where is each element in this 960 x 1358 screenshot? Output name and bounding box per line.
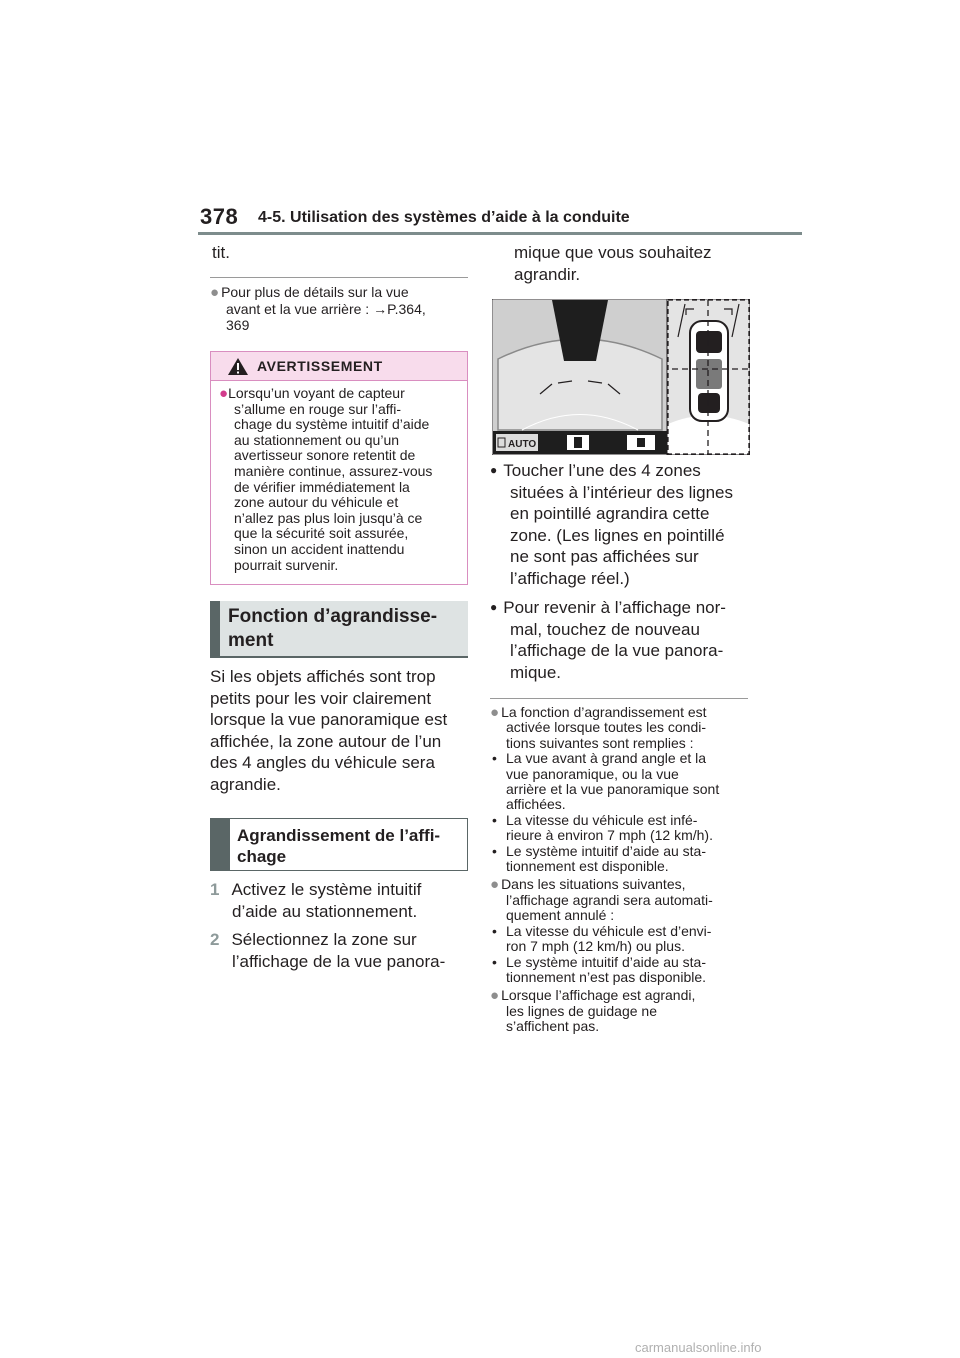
bullet-icon: ● xyxy=(490,600,498,614)
note-text: La vue avant à grand angle et la xyxy=(506,750,707,767)
heading-text xyxy=(228,605,437,653)
note-dot-icon: ● xyxy=(210,284,220,301)
note-line xyxy=(490,751,752,766)
bullet-line: en pointillé agrandira cette xyxy=(510,504,710,524)
warning-line: sinon un accident inattendu xyxy=(234,540,405,557)
sub-bullet-icon: • xyxy=(492,953,497,970)
heading-bar xyxy=(210,818,230,871)
bullet-line: l’affichage réel.) xyxy=(510,568,630,588)
warning-line: pourrait survenir. xyxy=(234,556,339,573)
bullet-return-normal xyxy=(490,597,752,683)
bullet-line: mal, touchez de nouveau xyxy=(510,619,700,639)
note-text: La fonction d’agrandissement est xyxy=(501,704,707,720)
note-rule xyxy=(210,277,468,278)
note-dot-icon: ● xyxy=(490,876,500,894)
warning-line: chage du système intuitif d’aide xyxy=(234,416,430,433)
note-line: tionnement n’est pas disponible. xyxy=(506,968,707,985)
heading-fonction-agrandissement xyxy=(210,601,468,658)
note-line: rieure à environ 7 mph (12 km/h). xyxy=(506,827,713,844)
note-line: ron 7 mph (12 km/h) ou plus. xyxy=(506,938,685,955)
note-line: quement annulé : xyxy=(506,907,615,924)
step-2-continued xyxy=(514,242,754,285)
note-text: Dans les situations suivantes, xyxy=(501,876,686,893)
warning-triangle-icon xyxy=(227,357,249,376)
bullet-line: l’affichage de la vue panora- xyxy=(510,641,724,661)
step-line: d’aide au stationnement. xyxy=(232,901,418,921)
para-line: des 4 angles du véhicule sera xyxy=(210,753,435,773)
heading-text xyxy=(237,825,440,867)
step-line: mique que vous souhaitez xyxy=(514,243,712,262)
bullet-touch-zones xyxy=(490,460,752,590)
warning-body xyxy=(219,386,461,573)
note-line: l’affichage agrandi sera automati- xyxy=(506,891,713,908)
note-line xyxy=(490,955,752,970)
step-1 xyxy=(210,879,472,922)
heading-line: chage xyxy=(237,847,287,866)
warning-line: de vérifier immédiatement la xyxy=(234,478,410,495)
bullet-line: situées à l’intérieur des lignes xyxy=(510,482,734,502)
bullet-line: Pour revenir à l’affichage nor- xyxy=(503,598,726,617)
para-line: lorsque la vue panoramique est xyxy=(210,710,448,730)
warning-dot-icon: ● xyxy=(219,385,229,402)
note-line: arrière et la vue panoramique sont xyxy=(506,781,720,798)
bullet-icon: ● xyxy=(490,463,498,477)
header-rule xyxy=(198,232,802,235)
note-line: 369 xyxy=(226,317,250,333)
notes-block xyxy=(490,705,752,1035)
step-line: l’affichage de la vue panora- xyxy=(232,951,446,971)
note-text: Lorsque l’affichage est agrandi, xyxy=(501,987,696,1004)
step-line: Sélectionnez la zone sur xyxy=(231,930,417,949)
note-detail-views xyxy=(210,284,468,333)
note-dot-icon: ● xyxy=(490,704,500,721)
note-line: activée lorsque toutes les condi- xyxy=(506,719,706,736)
note-text: La vitesse du véhicule est d’envi- xyxy=(506,922,712,939)
auto-label: AUTO xyxy=(508,439,537,450)
sub-bullet-icon: • xyxy=(492,842,497,859)
warning-title: AVERTISSEMENT xyxy=(257,358,383,374)
para-line: Si les objets affichés sont trop xyxy=(210,667,436,686)
heading-line: ment xyxy=(228,630,274,651)
note-text: Le système intuitif d’aide au sta- xyxy=(506,842,706,859)
panoramic-view-screen-illustration xyxy=(492,299,750,455)
heading-line: Fonction d’agrandisse- xyxy=(228,606,438,627)
page-number: 378 xyxy=(200,204,239,229)
sub-bullet-icon: • xyxy=(492,750,497,767)
note-line xyxy=(490,813,752,828)
warning-line: Lorsqu’un voyant de capteur xyxy=(228,385,405,401)
note-line xyxy=(490,844,752,859)
warning-line: s’allume en rouge sur l’affi- xyxy=(234,400,402,417)
section-title: 4-5. Utilisation des systèmes d’aide à la conduite xyxy=(258,209,630,226)
heading-line: Agrandissement de l’affi- xyxy=(237,826,441,845)
warning-box xyxy=(210,351,468,585)
para-line: agrandie. xyxy=(210,774,281,794)
bullet-line: mique. xyxy=(510,662,562,682)
warning-line: que la sécurité soit assurée, xyxy=(234,525,409,542)
note-line: affichées. xyxy=(506,796,566,813)
bullet-line: zone. (Les lignes en pointillé xyxy=(510,525,725,545)
step-2 xyxy=(210,929,472,972)
heading-bar xyxy=(210,601,220,656)
sub-bullet-icon: • xyxy=(492,811,497,828)
heading-agrandissement-affichage xyxy=(210,818,468,871)
note-line xyxy=(490,705,752,720)
para-line: petits pour les voir clairement xyxy=(210,688,432,708)
step-line: agrandir. xyxy=(514,264,581,284)
warning-line: n’allez pas plus loin jusqu’à ce xyxy=(234,509,423,526)
note-text: Le système intuitif d’aide au sta- xyxy=(506,953,706,970)
warning-line: au stationnement ou qu’un xyxy=(234,431,400,448)
note-line: s’affichent pas. xyxy=(506,1018,600,1035)
note-line: avant et la vue arrière : →P.364, xyxy=(226,301,426,317)
watermark: carmanualsonline.info xyxy=(635,1340,762,1355)
para-line: affichée, la zone autour de l’un xyxy=(210,731,442,751)
step-number: 1 xyxy=(210,880,220,899)
sub-bullet-icon: • xyxy=(492,922,497,939)
warning-line: zone autour du véhicule et xyxy=(234,494,399,511)
note-line xyxy=(490,877,752,892)
note-line: vue panoramique, ou la vue xyxy=(506,765,679,782)
note-line: Pour plus de détails sur la vue xyxy=(221,284,409,300)
note-line: tionnement est disponible. xyxy=(506,858,669,875)
note-line: les lignes de guidage ne xyxy=(506,1002,658,1019)
intro-paragraph xyxy=(210,666,472,796)
intro-tail: tit. xyxy=(212,243,230,262)
bullet-line: ne sont pas affichées sur xyxy=(510,547,699,567)
note-dot-icon: ● xyxy=(490,987,500,1005)
step-number: 2 xyxy=(210,930,220,949)
warning-line: manière continue, assurez-vous xyxy=(234,462,433,479)
note-text: La vitesse du véhicule est infé- xyxy=(506,811,698,828)
bullet-line: Toucher l’une des 4 zones xyxy=(503,461,701,480)
notes-rule xyxy=(490,698,748,699)
note-line xyxy=(490,924,752,939)
note-line: tions suivantes sont remplies : xyxy=(506,734,694,751)
note-line xyxy=(490,988,752,1003)
warning-line: avertisseur sonore retentit de xyxy=(234,447,416,464)
step-line: Activez le système intuitif xyxy=(231,880,422,899)
warning-header xyxy=(211,352,467,381)
